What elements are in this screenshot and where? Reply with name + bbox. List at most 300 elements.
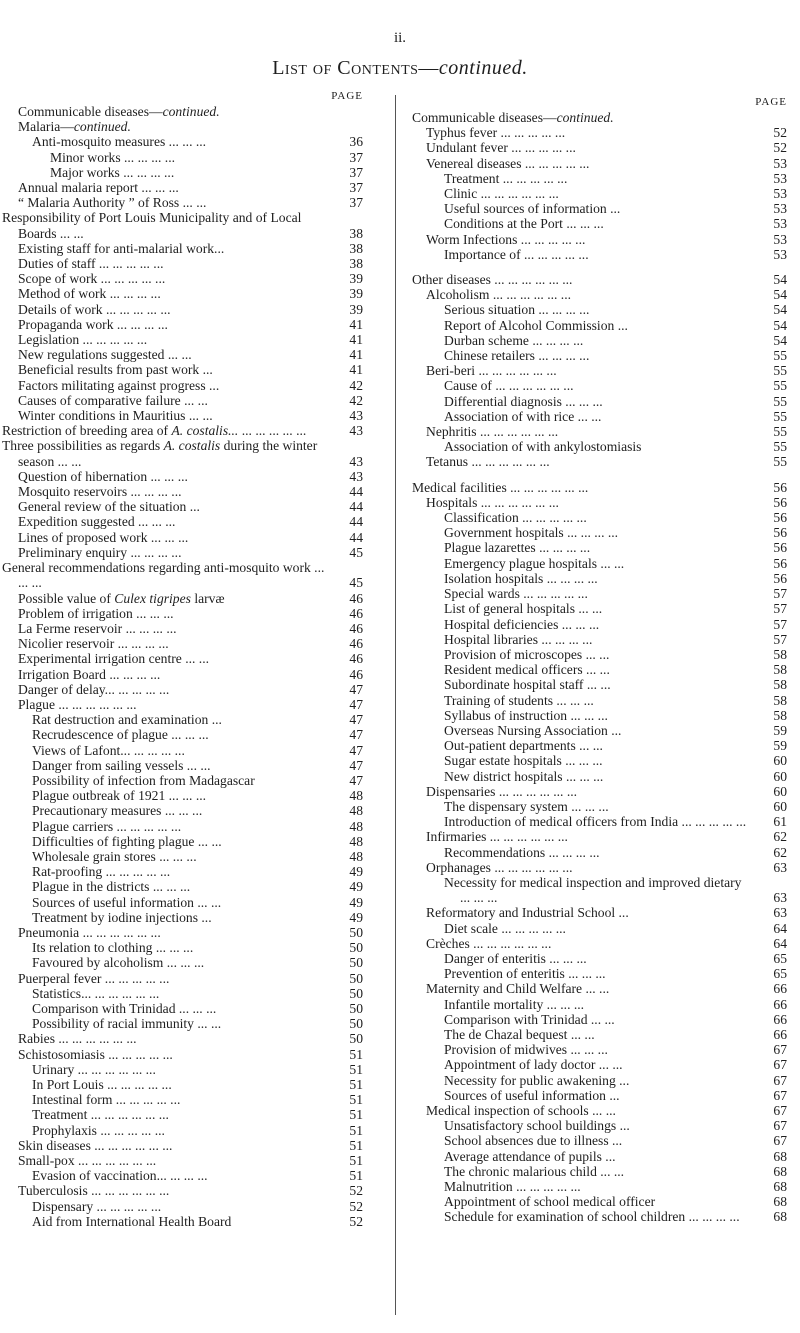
toc-entry [18, 499, 363, 514]
toc-entry [18, 332, 363, 347]
toc-entry-text: Resident medical officers ... ... [444, 662, 610, 678]
toc-entry [412, 495, 787, 510]
toc-entry-text: Crèches ... ... ... ... ... ... [426, 935, 552, 951]
toc-entry-text: Appointment of lady doctor ... ... [444, 1057, 623, 1073]
toc-entry-title [32, 773, 255, 788]
toc-entry [412, 1012, 787, 1027]
toc-entry [412, 1042, 787, 1057]
toc-entry-page: 59 [773, 738, 787, 754]
toc-entry-page: 55 [773, 363, 787, 379]
toc-entry-title [444, 1042, 608, 1057]
toc-entry-text: Annual malaria report ... ... ... [18, 180, 179, 196]
toc-entry [18, 195, 363, 210]
toc-entry-title [426, 981, 609, 996]
toc-entry-page: 52 [349, 1198, 363, 1214]
toc-entry-title [18, 651, 209, 666]
toc-entry-title [444, 586, 588, 601]
toc-entry-title [18, 119, 131, 134]
toc-entry-page: 50 [349, 1031, 363, 1047]
page-column-header: PAGE [755, 96, 787, 108]
toc-entry-title [444, 997, 584, 1012]
toc-entry [18, 743, 363, 758]
toc-entry-title [426, 936, 551, 951]
toc-entry-text: Alcoholism ... ... ... ... ... ... [426, 287, 571, 303]
toc-entry [2, 423, 363, 439]
toc-entry [412, 997, 787, 1012]
toc-entry-page: 50 [349, 970, 363, 986]
toc-entry-text: Recommendations ... ... ... ... [444, 844, 600, 860]
toc-entry-title [444, 1149, 616, 1164]
toc-entry [18, 697, 363, 712]
toc-entry [18, 165, 363, 180]
toc-entry-title [426, 905, 629, 920]
toc-entry-page: 62 [773, 844, 787, 860]
toc-entry-text: Its relation to clothing ... ... ... [32, 940, 194, 956]
toc-entry-page: 47 [349, 772, 363, 788]
toc-entry-text: Scope of work ... ... ... ... ... [18, 271, 166, 287]
toc-entry [18, 1183, 363, 1198]
toc-entry-title [18, 530, 188, 545]
toc-entry-text: Hospitals ... ... ... ... ... ... [426, 494, 559, 510]
toc-entry-page: 60 [773, 798, 787, 814]
toc-entry-title [444, 601, 602, 616]
toc-entry-page: 56 [773, 479, 787, 495]
toc-entry-text: Schistosomiasis ... ... ... ... ... [18, 1046, 173, 1062]
toc-entry [18, 1199, 363, 1214]
toc-entry-page: 55 [773, 424, 787, 440]
toc-entry [18, 682, 363, 697]
toc-entry [18, 651, 363, 666]
toc-entry-text: Medical inspection of schools ... ... [426, 1103, 616, 1118]
toc-entry-text: Pneumonia ... ... ... ... ... ... [18, 924, 161, 940]
toc-entry-title [444, 216, 604, 231]
toc-entry-text: Syllabus of instruction ... ... ... [444, 707, 608, 723]
toc-entry-title [444, 1133, 622, 1148]
toc-entry-text: “ Malaria Authority ” of Ross ... ... [18, 195, 207, 211]
toc-entry-page: 49 [349, 879, 363, 895]
toc-entry [412, 738, 787, 753]
toc-entry-text: Possibility of infection from Madagascar [32, 772, 255, 788]
toc-entry-title [18, 1031, 137, 1046]
toc-entry [18, 1047, 363, 1062]
toc-entry [18, 104, 363, 119]
toc-entry-text: Aid from International Health Board [32, 1213, 232, 1229]
toc-entry-page: 43 [349, 423, 363, 439]
toc-entry-page: 66 [773, 996, 787, 1012]
toc-entry-title [2, 210, 301, 240]
toc-entry-title [444, 1194, 655, 1209]
toc-entry-text: Views of Lafont... ... ... ... ... [32, 742, 185, 758]
toc-entry [412, 708, 787, 723]
toc-entry-page: 52 [349, 1213, 363, 1229]
title-suffix: continued. [438, 57, 528, 79]
toc-entry-title [18, 484, 182, 499]
toc-entry [18, 940, 363, 955]
toc-entry-title [444, 1164, 624, 1179]
toc-entry-page: 54 [773, 272, 787, 288]
toc-entry-title [444, 540, 590, 555]
toc-entry-text: Causes of comparative failure ... ... [18, 392, 208, 408]
toc-entry-text: Plague ... ... ... ... ... ... [18, 696, 137, 712]
toc-entry [18, 1016, 363, 1031]
toc-entry [412, 1073, 787, 1088]
toc-entry-title [444, 186, 559, 201]
toc-entry [18, 545, 363, 560]
toc-entry-title [32, 940, 193, 955]
toc-entry [18, 514, 363, 529]
toc-entry-page: 60 [773, 783, 787, 799]
toc-entry-title [18, 591, 225, 606]
toc-entry-text: Rat-proofing ... ... ... ... ... [32, 864, 171, 880]
toc-entry-text: Danger of enteritis ... ... ... [444, 950, 587, 966]
toc-entry-text: Venereal diseases ... ... ... ... ... [426, 155, 590, 171]
toc-entry [412, 1057, 787, 1072]
toc-entry-text: Recrudescence of plague ... ... ... [32, 727, 209, 743]
toc-entry-text: The dispensary system ... ... ... [444, 798, 609, 814]
toc-entry-text: Small-pox ... ... ... ... ... ... [18, 1153, 157, 1169]
toc-entry-text: Restriction of breeding area of [2, 423, 172, 439]
toc-entry-page: 48 [349, 848, 363, 864]
toc-entry [18, 727, 363, 742]
toc-entry [18, 606, 363, 621]
toc-entry-page: 68 [773, 1194, 787, 1210]
toc-entry-title [444, 799, 609, 814]
toc-entry-text: Method of work ... ... ... ... [18, 286, 161, 302]
toc-entry-text: Serious situation ... ... ... ... [444, 302, 590, 318]
toc-entry-text: Worm Infections ... ... ... ... ... [426, 231, 586, 247]
toc-entry-title [18, 408, 213, 423]
toc-entry-title [18, 1183, 169, 1198]
toc-entry-text: The chronic malarious child ... ... [444, 1163, 625, 1179]
toc-entry-title [444, 378, 574, 393]
toc-entry-page: 43 [349, 468, 363, 484]
toc-entry-title [444, 921, 566, 936]
toc-entry-text: Schedule for examination of school children ... ... ... ... [444, 1209, 740, 1225]
toc-entry-text: Problem of irrigation ... ... ... [18, 605, 174, 621]
toc-entry-page: 60 [773, 753, 787, 769]
toc-entry-title [18, 104, 220, 119]
toc-entry-page: 58 [773, 677, 787, 693]
toc-entry-text: Unsatisfactory school buildings ... [444, 1118, 630, 1134]
toc-entry-text: Overseas Nursing Association ... [444, 722, 622, 738]
toc-entry [412, 677, 787, 692]
toc-entry-text: Treatment ... ... ... ... ... [444, 170, 568, 186]
toc-entry-page: 44 [349, 499, 363, 515]
toc-entry-title [18, 606, 174, 621]
toc-entry-italic: A. costalis... [171, 423, 239, 439]
toc-entry-page: 55 [773, 348, 787, 364]
toc-entry-title [426, 1103, 616, 1118]
toc-entry-page: 67 [773, 1133, 787, 1149]
toc-entry [18, 1168, 363, 1183]
toc-entry-page: 51 [349, 1046, 363, 1062]
toc-entry-title [444, 966, 606, 981]
toc-entry-page: 48 [349, 803, 363, 819]
toc-entry [18, 986, 363, 1001]
toc-entry-text: Plague in the districts ... ... ... [32, 879, 191, 895]
toc-entry [412, 333, 787, 348]
toc-entry [412, 723, 787, 738]
toc-entry-page: 53 [773, 246, 787, 262]
toc-entry-text: Undulant fever ... ... ... ... ... [426, 140, 576, 156]
toc-entry-title [444, 662, 610, 677]
toc-entry-text: Malnutrition ... ... ... ... ... [444, 1179, 581, 1195]
toc-entry-text: Useful sources of information ... [444, 201, 621, 217]
toc-entry [18, 1138, 363, 1153]
toc-entry-text: Infirmaries ... ... ... ... ... ... [426, 829, 568, 845]
toc-entry [18, 879, 363, 894]
toc-entry [18, 864, 363, 879]
toc-entry-page: 50 [349, 985, 363, 1001]
toc-entry [412, 287, 787, 302]
toc-entry-title [18, 180, 179, 195]
toc-entry [18, 378, 363, 393]
toc-entry-text: Irrigation Board ... ... ... ... [18, 666, 161, 682]
toc-entry-text: Wholesale grain stores ... ... ... [32, 848, 197, 864]
toc-entry-text: Evasion of vaccination... ... ... ... [32, 1168, 208, 1184]
toc-entry [412, 394, 787, 409]
toc-entry-page: 54 [773, 302, 787, 318]
toc-entry [412, 272, 787, 287]
toc-entry-page: 56 [773, 510, 787, 526]
toc-entry-page: 55 [773, 378, 787, 394]
toc-entry-page: 67 [773, 1103, 787, 1118]
toc-entry-page: 39 [349, 271, 363, 287]
toc-entry-text: Hospital deficiencies ... ... ... [444, 616, 600, 632]
toc-entry [18, 895, 363, 910]
toc-entry-title [32, 727, 209, 742]
toc-entry [412, 617, 787, 632]
toc-entry-text: Clinic ... ... ... ... ... ... [444, 186, 559, 202]
toc-entry [18, 469, 363, 484]
toc-entry [18, 347, 363, 362]
toc-entry-page: 51 [349, 1092, 363, 1108]
toc-entry [18, 271, 363, 286]
toc-entry-text: Tuberculosis ... ... ... ... ... ... [18, 1183, 170, 1199]
toc-entry-title [32, 134, 206, 149]
toc-entry [18, 256, 363, 271]
toc-entry-title [50, 165, 174, 180]
toc-entry-title [444, 439, 641, 454]
toc-entry-page: 63 [773, 890, 787, 906]
toc-entry-text: Preliminary enquiry ... ... ... ... [18, 544, 182, 560]
toc-entry [412, 966, 787, 981]
toc-entry-page: 55 [773, 408, 787, 424]
page-number: ii. [393, 30, 407, 46]
toc-entry-page: 47 [349, 712, 363, 728]
toc-entry-page: 47 [349, 757, 363, 773]
toc-entry-text: Cause of ... ... ... ... ... ... [444, 378, 574, 394]
toc-entry-text: Diet scale ... ... ... ... ... [444, 920, 566, 936]
toc-entry [412, 1103, 787, 1118]
toc-entry-title [412, 110, 614, 125]
toc-entry-title [444, 708, 608, 723]
toc-entry [412, 586, 787, 601]
toc-entry-page: 46 [349, 605, 363, 621]
toc-entry-text: Statistics... ... ... ... ... ... [32, 985, 160, 1001]
toc-entry-page: 44 [349, 484, 363, 500]
toc-entry-title [18, 362, 213, 377]
toc-entry-text: Introduction of medical officers from India ... ... ... ... ... [444, 814, 747, 830]
toc-entry [412, 556, 787, 571]
toc-entry-title [426, 140, 576, 155]
toc-entry-title [444, 632, 592, 647]
toc-entry-title [444, 951, 587, 966]
toc-entry-title [444, 693, 594, 708]
toc-entry-title [426, 156, 589, 171]
toc-entry-page: 57 [773, 616, 787, 632]
toc-entry [18, 1092, 363, 1107]
toc-entry-title [444, 738, 603, 753]
toc-entry [412, 1179, 787, 1194]
toc-entry-title [444, 409, 601, 424]
toc-entry-title [32, 955, 204, 970]
toc-entry [18, 636, 363, 651]
toc-entry [412, 753, 787, 768]
toc-entry-page: 67 [773, 1042, 787, 1058]
toc-entry-text: Hospital libraries ... ... ... ... [444, 631, 593, 647]
toc-entry-italic: continued. [73, 119, 131, 135]
toc-entry-title [426, 232, 585, 247]
toc-entry-italic: continued. [162, 104, 220, 119]
toc-entry-page: 56 [773, 525, 787, 541]
toc-entry [412, 814, 787, 829]
toc-entry-title [444, 1012, 615, 1027]
page-title [0, 57, 800, 80]
toc-entry-text: Danger of delay... ... ... ... ... [18, 681, 170, 697]
toc-entry-text: Necessity for medical inspection and improved dietary ... ... ... [444, 874, 742, 906]
toc-entry-page: 58 [773, 646, 787, 662]
toc-entry [18, 925, 363, 940]
toc-entry [412, 378, 787, 393]
toc-entry [412, 1164, 787, 1179]
toc-entry-title [444, 647, 609, 662]
toc-entry-page: 53 [773, 201, 787, 217]
toc-entry-title [444, 1209, 740, 1224]
toc-entry-text: Comparison with Trinidad ... ... [444, 1011, 615, 1027]
toc-entry-text: Tetanus ... ... ... ... ... ... [426, 454, 550, 470]
toc-entry-title [32, 910, 212, 925]
toc-entry-title [426, 784, 577, 799]
toc-entry-text: Dispensary ... ... ... ... ... [32, 1198, 162, 1214]
toc-entry-page: 62 [773, 829, 787, 845]
toc-entry-page: 53 [773, 170, 787, 186]
toc-entry-title [32, 879, 190, 894]
toc-entry [18, 1001, 363, 1016]
toc-entry [412, 363, 787, 378]
toc-entry-title [18, 317, 168, 332]
toc-entry-page: 66 [773, 981, 787, 997]
toc-entry-text: Urinary ... ... ... ... ... ... [32, 1061, 156, 1077]
toc-entry-page: 66 [773, 1026, 787, 1042]
toc-entry [412, 647, 787, 662]
toc-entry-page: 67 [773, 1087, 787, 1103]
toc-right-column [412, 90, 787, 1225]
toc-entry-page: 50 [349, 955, 363, 971]
toc-entry-text: Nephritis ... ... ... ... ... ... [426, 424, 559, 440]
toc-entry-page: 67 [773, 1057, 787, 1073]
toc-entry [412, 525, 787, 540]
toc-entry-text: Classification ... ... ... ... ... [444, 510, 587, 526]
toc-entry-text: Plague carriers ... ... ... ... ... [32, 818, 182, 834]
toc-entry-title [444, 1179, 581, 1194]
toc-entry [18, 803, 363, 818]
toc-entry-text: Communicable diseases— [18, 104, 163, 119]
toc-entry-page: 48 [349, 788, 363, 804]
toc-entry-title [18, 347, 192, 362]
toc-entry-title [32, 1092, 180, 1107]
toc-entry-title [444, 753, 603, 768]
toc-entry-page: 50 [349, 1000, 363, 1016]
toc-entry-text: Isolation hospitals ... ... ... ... [444, 570, 598, 586]
toc-entry-page: 58 [773, 692, 787, 708]
toc-entry [412, 769, 787, 784]
toc-entry [18, 1107, 363, 1122]
toc-entry [18, 317, 363, 332]
toc-entry-page: 57 [773, 586, 787, 602]
toc-entry-title [32, 1062, 156, 1077]
toc-entry-text: Average attendance of pupils ... [444, 1148, 616, 1164]
toc-entry-italic: continued. [556, 110, 614, 125]
toc-entry-title [444, 510, 587, 525]
toc-entry-text: Differential diagnosis ... ... ... [444, 393, 603, 409]
toc-entry-page: 46 [349, 590, 363, 606]
toc-entry-page: 48 [349, 818, 363, 834]
toc-entry-page: 68 [773, 1209, 787, 1225]
toc-entry-title [32, 758, 211, 773]
toc-entry-text: Government hospitals ... ... ... ... [444, 525, 619, 541]
toc-entry-title [18, 302, 171, 317]
toc-entry-text: General review of the situation ... [18, 499, 200, 515]
toc-entry-text: Precautionary measures ... ... ... [32, 803, 203, 819]
toc-entry [18, 971, 363, 986]
toc-entry [412, 1118, 787, 1133]
toc-entry-page: 46 [349, 651, 363, 667]
toc-entry-text: Legislation ... ... ... ... ... [18, 332, 148, 348]
toc-entry-title [18, 393, 208, 408]
toc-entry-title [444, 571, 598, 586]
toc-entry-title [426, 829, 568, 844]
toc-entry [412, 540, 787, 555]
toc-entry-page: 41 [349, 316, 363, 332]
toc-entry-title [32, 1016, 221, 1031]
toc-entry-text: Conditions at the Port ... ... ... [444, 216, 604, 232]
toc-entry-text: Report of Alcohol Commission ... [444, 317, 628, 333]
toc-entry-text-rest: larvæ [190, 590, 225, 606]
toc-entry-title [32, 712, 222, 727]
toc-entry-title [444, 1027, 595, 1042]
toc-entry [412, 1194, 787, 1209]
toc-entry-page: 55 [773, 439, 787, 455]
toc-entry-title [32, 986, 159, 1001]
toc-entry [412, 951, 787, 966]
toc-entry-title [18, 667, 160, 682]
toc-entry-text: Difficulties of fighting plague ... ... [32, 833, 222, 849]
toc-entry [412, 247, 787, 262]
toc-entry-text: Treatment by iodine injections ... [32, 909, 212, 925]
toc-entry-title [18, 271, 165, 286]
toc-entry-title [32, 1199, 161, 1214]
toc-entry-page: 58 [773, 707, 787, 723]
toc-entry-page: 42 [349, 392, 363, 408]
toc-entry-text: Lines of proposed work ... ... ... [18, 529, 189, 545]
toc-entry-text: Other diseases ... ... ... ... ... ... [412, 272, 573, 288]
toc-entry-page: 49 [349, 894, 363, 910]
toc-entry-text: Sources of useful information ... ... [32, 894, 222, 910]
toc-entry-page: 51 [349, 1122, 363, 1138]
toc-entry [412, 232, 787, 247]
toc-entry-title [50, 150, 175, 165]
